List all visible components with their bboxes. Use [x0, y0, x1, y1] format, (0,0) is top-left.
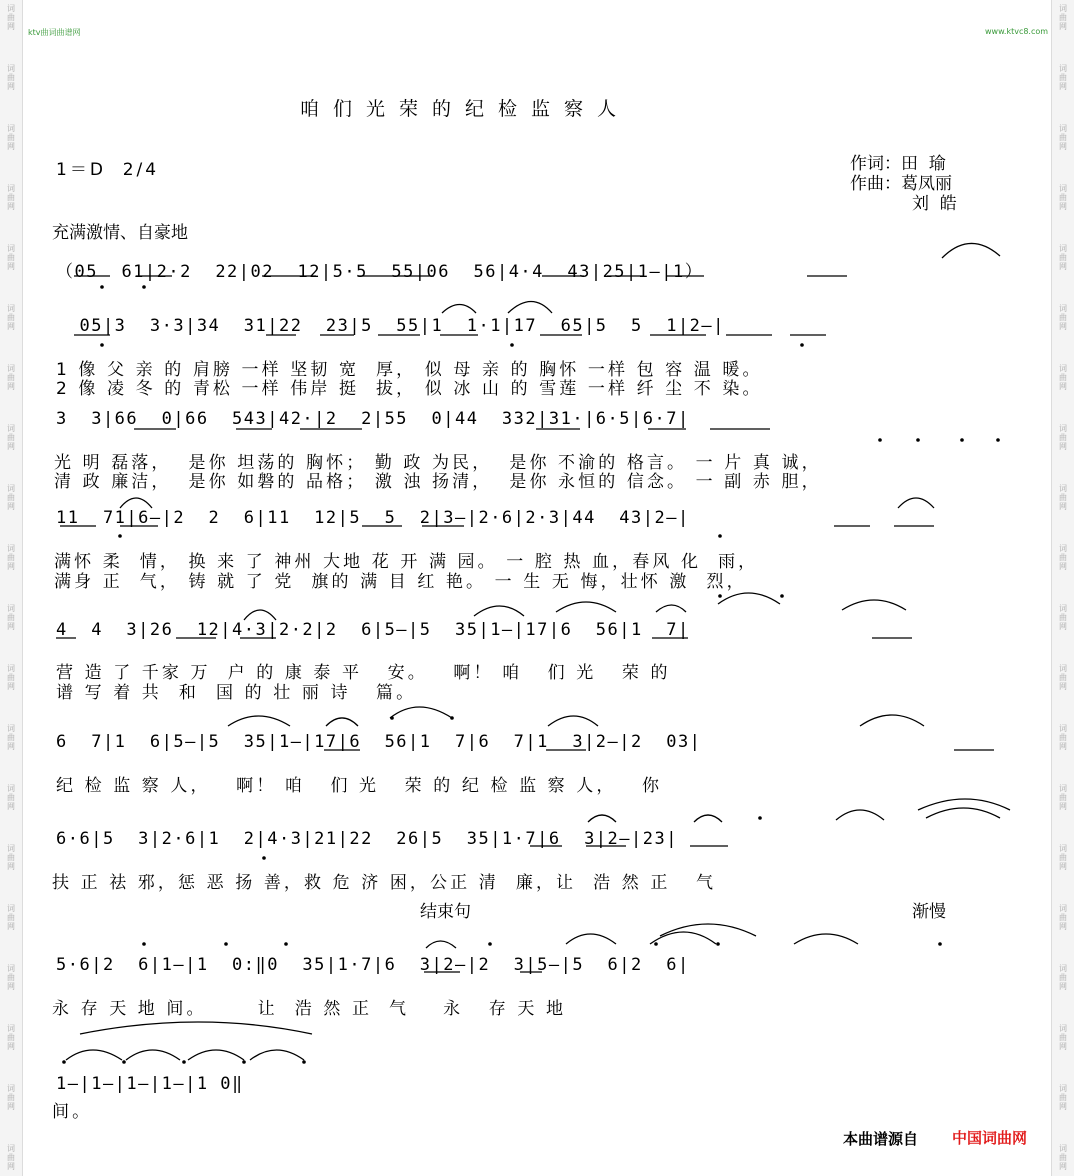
notation-line-5: 4 4 3|26 12|4·3|2·2|2 6|5—|5 35|1—|17|6 56|1 7| — [56, 620, 690, 640]
watermark-text: 词 曲 网 — [1059, 784, 1067, 811]
watermark-text: 词 曲 网 — [1059, 184, 1067, 211]
lyric-line-2-verse-2: 2 像 凌 冬 的 青松 一样 伟岸 挺 拔， 似 冰 山 的 雪莲 一样 纤 尘 不 染。 — [56, 379, 763, 399]
lyric-line-3-verse-1: 光 明 磊落， 是你 坦荡的 胸怀； 勤 政 为民， 是你 不渝的 格言。 一 片 真 诚， — [54, 453, 822, 473]
watermark-text: 词 曲 网 — [7, 1084, 15, 1111]
ending-phrase-mark: 结束句 — [420, 902, 471, 922]
lyric-line-4-verse-2: 满身 正 气， 铸 就 了 党 旗的 满 目 红 艳。 一 生 无 悔，壮怀 激 烈， — [54, 572, 747, 592]
watermark-text: 词 曲 网 — [1059, 484, 1067, 511]
slur-marks — [66, 243, 1010, 1060]
watermark-text: 词 曲 网 — [1059, 664, 1067, 691]
notation-line-1: （05 61|2·2 22|02 12|5·5 55|06 56|4·4 43|25|1—|1） — [56, 262, 704, 282]
watermark-text: 词 曲 网 — [1059, 1024, 1067, 1051]
lyric-line-2-verse-1: 1 像 父 亲 的 肩膀 一样 坚韧 宽 厚， 似 母 亲 的 胸怀 一样 包 容 温 暖。 — [56, 360, 763, 380]
lyric-line-4-verse-1: 满怀 柔 情， 换 来 了 神州 大地 花 开 满 园。 一 腔 热 血，春风 化 雨， — [54, 552, 759, 572]
ritardando-mark: 渐慢 — [912, 902, 946, 922]
right-site-label: www.ktvc8.com — [985, 27, 1049, 36]
notation-line-9: 1—|1—|1—|1—|1 0‖ — [56, 1074, 244, 1094]
watermark-text: 词 曲 网 — [7, 904, 15, 931]
watermark-text: 词 曲 网 — [7, 424, 15, 451]
watermark-text: 词 曲 网 — [7, 784, 15, 811]
composer-credit: 作曲：葛凤丽 — [850, 174, 952, 194]
notation-line-4: 11 71|6—|2 2 6|11 12|5 5 2|3—|2·6|2·3|44 43|2—| — [56, 508, 690, 528]
watermark-text: 词 曲 网 — [1059, 124, 1067, 151]
watermark-text: 词 曲 网 — [1059, 304, 1067, 331]
watermark-text: 词 曲 网 — [7, 364, 15, 391]
lyric-line-7: 扶 正 祛 邪，惩 恶 扬 善，救 危 济 困，公正 清 廉，让 浩 然 正 气 — [52, 873, 717, 893]
watermark-text: 词 曲 网 — [7, 1144, 15, 1171]
key-signature: 1＝D 2/4 — [56, 160, 160, 180]
lyric-line-8: 永 存 天 地 间。 让 浩 然 正 气 永 存 天 地 — [52, 999, 567, 1019]
watermark-text: 词 曲 网 — [7, 1024, 15, 1051]
watermark-text: 词 曲 网 — [7, 184, 15, 211]
notation-line-3: 3 3|66 0|66 543|42·|2 2|55 0|44 332|31·|6·5|6·7| — [56, 409, 690, 429]
left-site-label: ktv曲词曲谱网 — [28, 28, 81, 37]
watermark-text: 词 曲 网 — [7, 124, 15, 151]
watermark-text: 词 曲 网 — [1059, 904, 1067, 931]
watermark-text: 词 曲 网 — [7, 4, 15, 31]
source-label: 本曲谱源自 — [843, 1130, 919, 1148]
beam-lines — [56, 276, 994, 972]
watermark-text: 词 曲 网 — [1059, 844, 1067, 871]
watermark-text: 词 曲 网 — [7, 484, 15, 511]
lyricist-credit: 作词：田 瑜 — [850, 154, 946, 174]
watermark-text: 词 曲 网 — [7, 64, 15, 91]
watermark-text: 词 曲 网 — [1059, 1084, 1067, 1111]
watermark-text: 词 曲 网 — [7, 604, 15, 631]
notation-line-7: 6·6|5 3|2·6|1 2|4·3|21|22 26|5 35|1·7|6 3|2—|23| — [56, 829, 678, 849]
watermark-text: 词 曲 网 — [1059, 604, 1067, 631]
watermark-text: 词 曲 网 — [7, 664, 15, 691]
source-brand-logo: 中国词曲网 — [952, 1129, 1028, 1147]
lyric-line-6: 纪 检 监 察 人， 啊！ 咱 们 光 荣 的 纪 检 监 察 人， 你 — [56, 776, 663, 796]
watermark-text: 词 曲 网 — [7, 544, 15, 571]
watermark-text: 词 曲 网 — [1059, 64, 1067, 91]
notation-line-8: 5·6|2 6|1—|1 0:‖0 35|1·7|6 3|2—|2 3|5—|5 6|2 6| — [56, 955, 690, 975]
watermark-text: 词 曲 网 — [1059, 424, 1067, 451]
watermark-text: 词 曲 网 — [1059, 364, 1067, 391]
watermark-text: 词 曲 网 — [7, 844, 15, 871]
watermark-text: 词 曲 网 — [1059, 4, 1067, 31]
watermark-text: 词 曲 网 — [1059, 244, 1067, 271]
watermark-text: 词 曲 网 — [7, 304, 15, 331]
watermark-text: 词 曲 网 — [1059, 964, 1067, 991]
lyric-line-5-verse-2: 谱 写 着 共 和 国 的 壮 丽 诗 篇。 — [56, 683, 417, 703]
watermark-text: 词 曲 网 — [1059, 1144, 1067, 1171]
lyric-line-9: 间。 — [52, 1102, 93, 1122]
octave-dots — [62, 285, 1000, 1064]
watermark-text: 词 曲 网 — [7, 724, 15, 751]
watermark-text: 词 曲 网 — [1059, 724, 1067, 751]
notation-line-6: 6 7|1 6|5—|5 35|1—|17|6 56|1 7|6 7|1 3|2—|2 03| — [56, 732, 702, 752]
watermark-text: 词 曲 网 — [1059, 544, 1067, 571]
watermark-text: 词 曲 网 — [7, 964, 15, 991]
composer-credit-2: 刘 皓 — [912, 194, 957, 214]
lyric-line-5-verse-1: 营 造 了 千家 万 户 的 康 泰 平 安。 啊！ 咱 们 光 荣 的 — [56, 663, 671, 683]
notation-line-2: 05|3 3·3|34 31|22 23|5 55|1 1·1|17 65|5 5 1|2—| — [56, 316, 725, 336]
watermark-text: 词 曲 网 — [7, 244, 15, 271]
tempo-marking: 充满激情、自豪地 — [52, 223, 188, 243]
song-title: 咱们光荣的纪检监察人 — [300, 98, 631, 120]
lyric-line-3-verse-2: 清 政 廉洁， 是你 如磐的 品格； 激 浊 扬清， 是你 永恒的 信念。 一 副 赤 胆， — [54, 472, 822, 492]
